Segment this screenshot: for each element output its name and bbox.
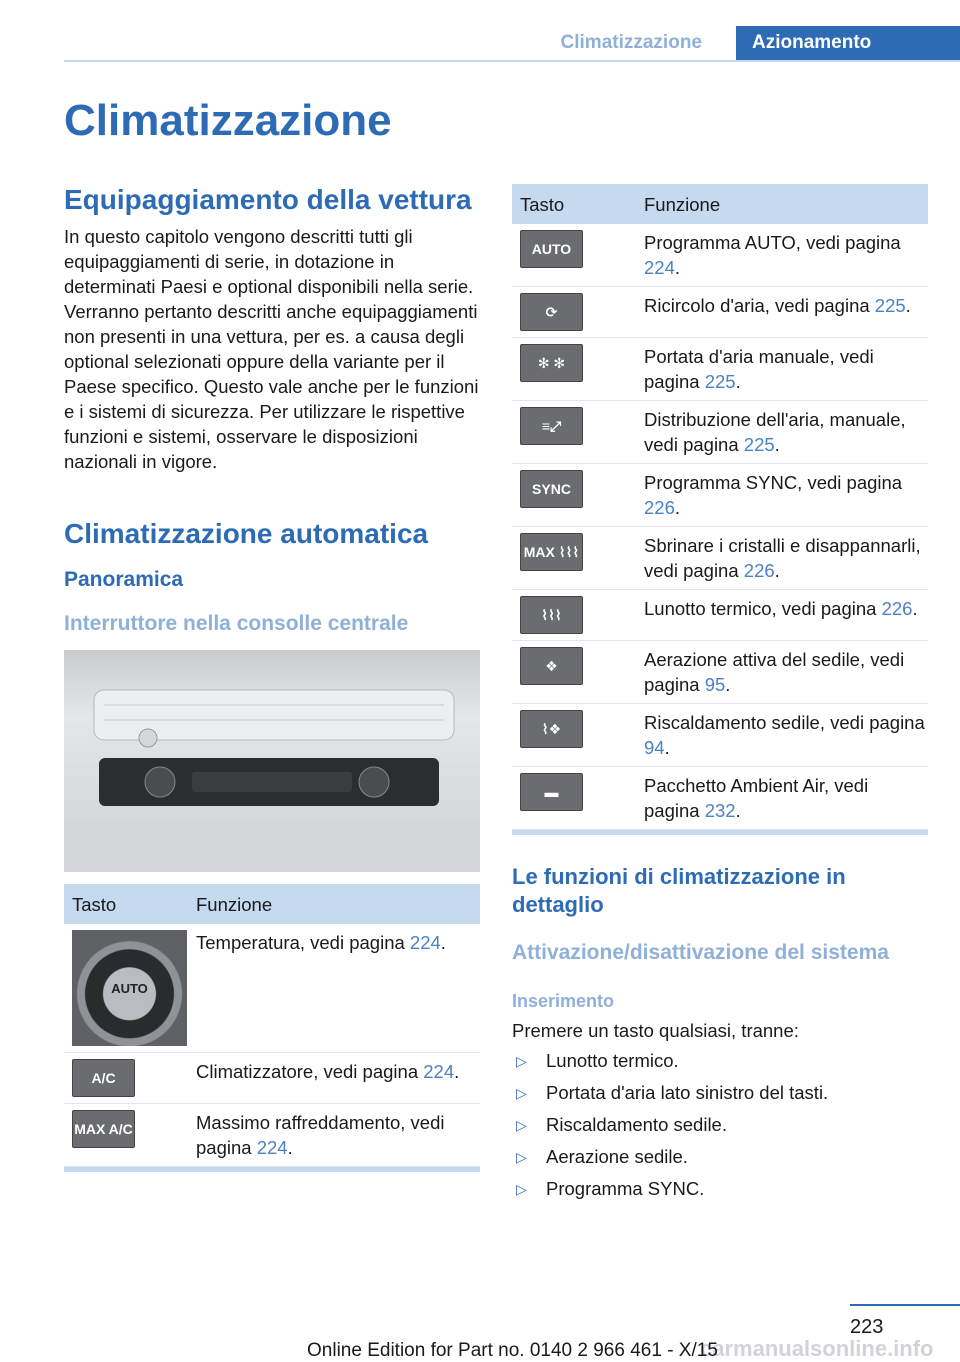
page-link[interactable]: 224 (423, 1061, 455, 1082)
page-link[interactable]: 225 (704, 371, 736, 392)
row-text: Temperatura, vedi pagina (196, 932, 410, 953)
table-header-key: Tasto (512, 184, 636, 224)
ambient-air-icon: ▬ (520, 773, 583, 811)
page-link[interactable]: 226 (644, 497, 675, 518)
intro-paragraph: In questo capitolo vengono descritti tutti gli equipaggiamenti di serie, in dotazione in determinati Paesi e optional disponibili nella serie. Verranno pertanto descritti anche equipaggiamenti non presenti in una vettura, per es. a causa degli optional selezionati oppure della variante per il Paese specifico. Questo vale anche per le funzioni e i sistemi di sicurezza. Per utilizzare le rispettive funzioni e sistemi, osservare le disposizioni nazionali in vigore. (64, 226, 479, 472)
seat-heating-icon: ⌇❖ (520, 710, 583, 748)
row-suffix: . (912, 598, 918, 619)
row-text: Programma AUTO, vedi pagina (644, 232, 901, 253)
row-suffix: . (725, 674, 731, 695)
list-item-text: Programma SYNC. (546, 1178, 705, 1199)
row-text: Massimo raffreddamento, vedi pagina (196, 1112, 445, 1158)
page-link[interactable]: 95 (704, 674, 726, 695)
page-link[interactable]: 224 (644, 257, 675, 278)
row-suffix: . (664, 737, 670, 758)
list-item-text: Lunotto termico. (546, 1050, 679, 1071)
row-suffix: . (735, 371, 741, 392)
recirculation-icon: ⟳ (520, 293, 583, 331)
fan-speed-icon: ✻ ✻ (520, 344, 583, 382)
row-text: Programma SYNC, vedi pagina (644, 472, 903, 493)
list-item (512, 1109, 928, 1141)
list-item-text: Portata d'aria lato sinistro del tasti. (546, 1082, 829, 1103)
page-link[interactable]: 226 (881, 598, 913, 619)
table-header-function: Funzione (188, 884, 480, 924)
press-instruction: Premere un tasto qualsiasi, tranne: (512, 1020, 799, 1041)
row-suffix: . (287, 1137, 293, 1158)
heading-funzioni-dettaglio: Le funzioni di climatizzazione in dettaglio (512, 864, 846, 917)
heading-climatizzazione-automatica: Climatizzazione automatica (64, 518, 429, 549)
table-header-function: Funzione (636, 184, 928, 224)
console-photo (64, 650, 480, 872)
table-row (512, 224, 928, 287)
table-row (512, 338, 928, 401)
triangle-bullet-icon: ▷ (516, 1181, 527, 1197)
left-key-table (64, 884, 480, 1167)
right-key-table (512, 184, 928, 830)
table-row (512, 464, 928, 527)
table-end-bar (64, 1167, 480, 1172)
page-link[interactable]: 232 (704, 800, 736, 821)
row-text: Sbrinare i cristalli e disappannarli, vedi pagina (644, 535, 921, 581)
triangle-bullet-icon: ▷ (516, 1117, 527, 1133)
row-suffix: . (735, 800, 741, 821)
console-illustration (64, 650, 480, 872)
row-text: Climatizzatore, vedi pagina (196, 1061, 424, 1082)
row-text: Aerazione attiva del sedile, vedi pagina (644, 649, 905, 695)
footer-rule (850, 1304, 960, 1306)
table-row (512, 641, 928, 704)
row-text: Pacchetto Ambient Air, vedi pagina (644, 775, 869, 821)
table-row (512, 767, 928, 830)
page-link[interactable]: 224 (409, 932, 441, 953)
table-row (512, 401, 928, 464)
rear-defroster-icon: ⌇⌇⌇ (520, 596, 583, 634)
header-tab[interactable]: Azionamento (736, 26, 960, 60)
page-header (64, 26, 960, 62)
row-suffix: . (674, 257, 681, 278)
page-link[interactable]: 226 (743, 560, 775, 581)
table-row (512, 527, 928, 590)
right-column (512, 184, 928, 1205)
page-title: Climatizzazione (64, 96, 392, 145)
sync-icon: SYNC (520, 470, 583, 508)
page-link[interactable]: 225 (743, 434, 775, 455)
row-suffix: . (905, 295, 911, 316)
row-suffix: . (774, 560, 780, 581)
table-row (64, 1053, 480, 1104)
row-text: Lunotto termico, vedi pagina (644, 598, 882, 619)
page-number: 223 (850, 1316, 884, 1338)
auto-icon: AUTO (520, 230, 583, 268)
exception-list (512, 1045, 928, 1205)
table-row (512, 704, 928, 767)
row-suffix: . (774, 434, 780, 455)
list-item (512, 1077, 928, 1109)
heading-panoramica: Panoramica (64, 568, 184, 591)
page-link[interactable]: 94 (644, 737, 665, 758)
watermark: carmanualsonline.info (700, 1336, 934, 1361)
list-item-text: Aerazione sedile. (546, 1146, 688, 1167)
left-column (64, 184, 480, 1172)
max-ac-icon: MAX A/C (72, 1110, 135, 1148)
table-row (512, 590, 928, 641)
seat-ventilation-icon: ❖ (520, 647, 583, 685)
heading-attivazione: Attivazione/disattivazione del sistema (512, 941, 889, 964)
page-link[interactable]: 225 (874, 295, 906, 316)
heading-inserimento: Inserimento (512, 991, 615, 1011)
row-text: Riscaldamento sedile, vedi pagina (644, 712, 925, 733)
list-item (512, 1141, 928, 1173)
row-suffix: . (440, 932, 446, 953)
table-row (512, 287, 928, 338)
table-header-key: Tasto (64, 884, 188, 924)
row-text: Ricircolo d'aria, vedi pagina (644, 295, 875, 316)
page-link[interactable]: 224 (256, 1137, 288, 1158)
triangle-bullet-icon: ▷ (516, 1149, 527, 1165)
edition-footer: Online Edition for Part no. 0140 2 966 461 - X/15 (307, 1340, 718, 1361)
heading-equipaggiamento: Equipaggiamento della vettura (64, 184, 472, 215)
knob-label: AUTO (111, 980, 148, 996)
table-end-bar (512, 830, 928, 835)
row-suffix: . (454, 1061, 460, 1082)
row-text: Distribuzione dell'aria, manuale, vedi pagina (644, 409, 906, 455)
max-defrost-icon: MAX ⌇⌇⌇ (520, 533, 583, 571)
temperature-knob-icon (72, 930, 187, 1046)
row-suffix: . (674, 497, 681, 518)
table-row (64, 1104, 480, 1167)
ac-icon: A/C (72, 1059, 135, 1097)
table-row (64, 924, 480, 1053)
triangle-bullet-icon: ▷ (516, 1085, 527, 1101)
list-item-text: Riscaldamento sedile. (546, 1114, 727, 1135)
header-section[interactable]: Climatizzazione (560, 32, 702, 53)
list-item (512, 1173, 928, 1205)
air-distribution-icon: ≡⤢ (520, 407, 583, 445)
triangle-bullet-icon: ▷ (516, 1053, 527, 1069)
heading-interruttore: Interruttore nella consolle centrale (64, 612, 409, 635)
list-item (512, 1045, 928, 1077)
row-text: Portata d'aria manuale, vedi pagina (644, 346, 874, 392)
